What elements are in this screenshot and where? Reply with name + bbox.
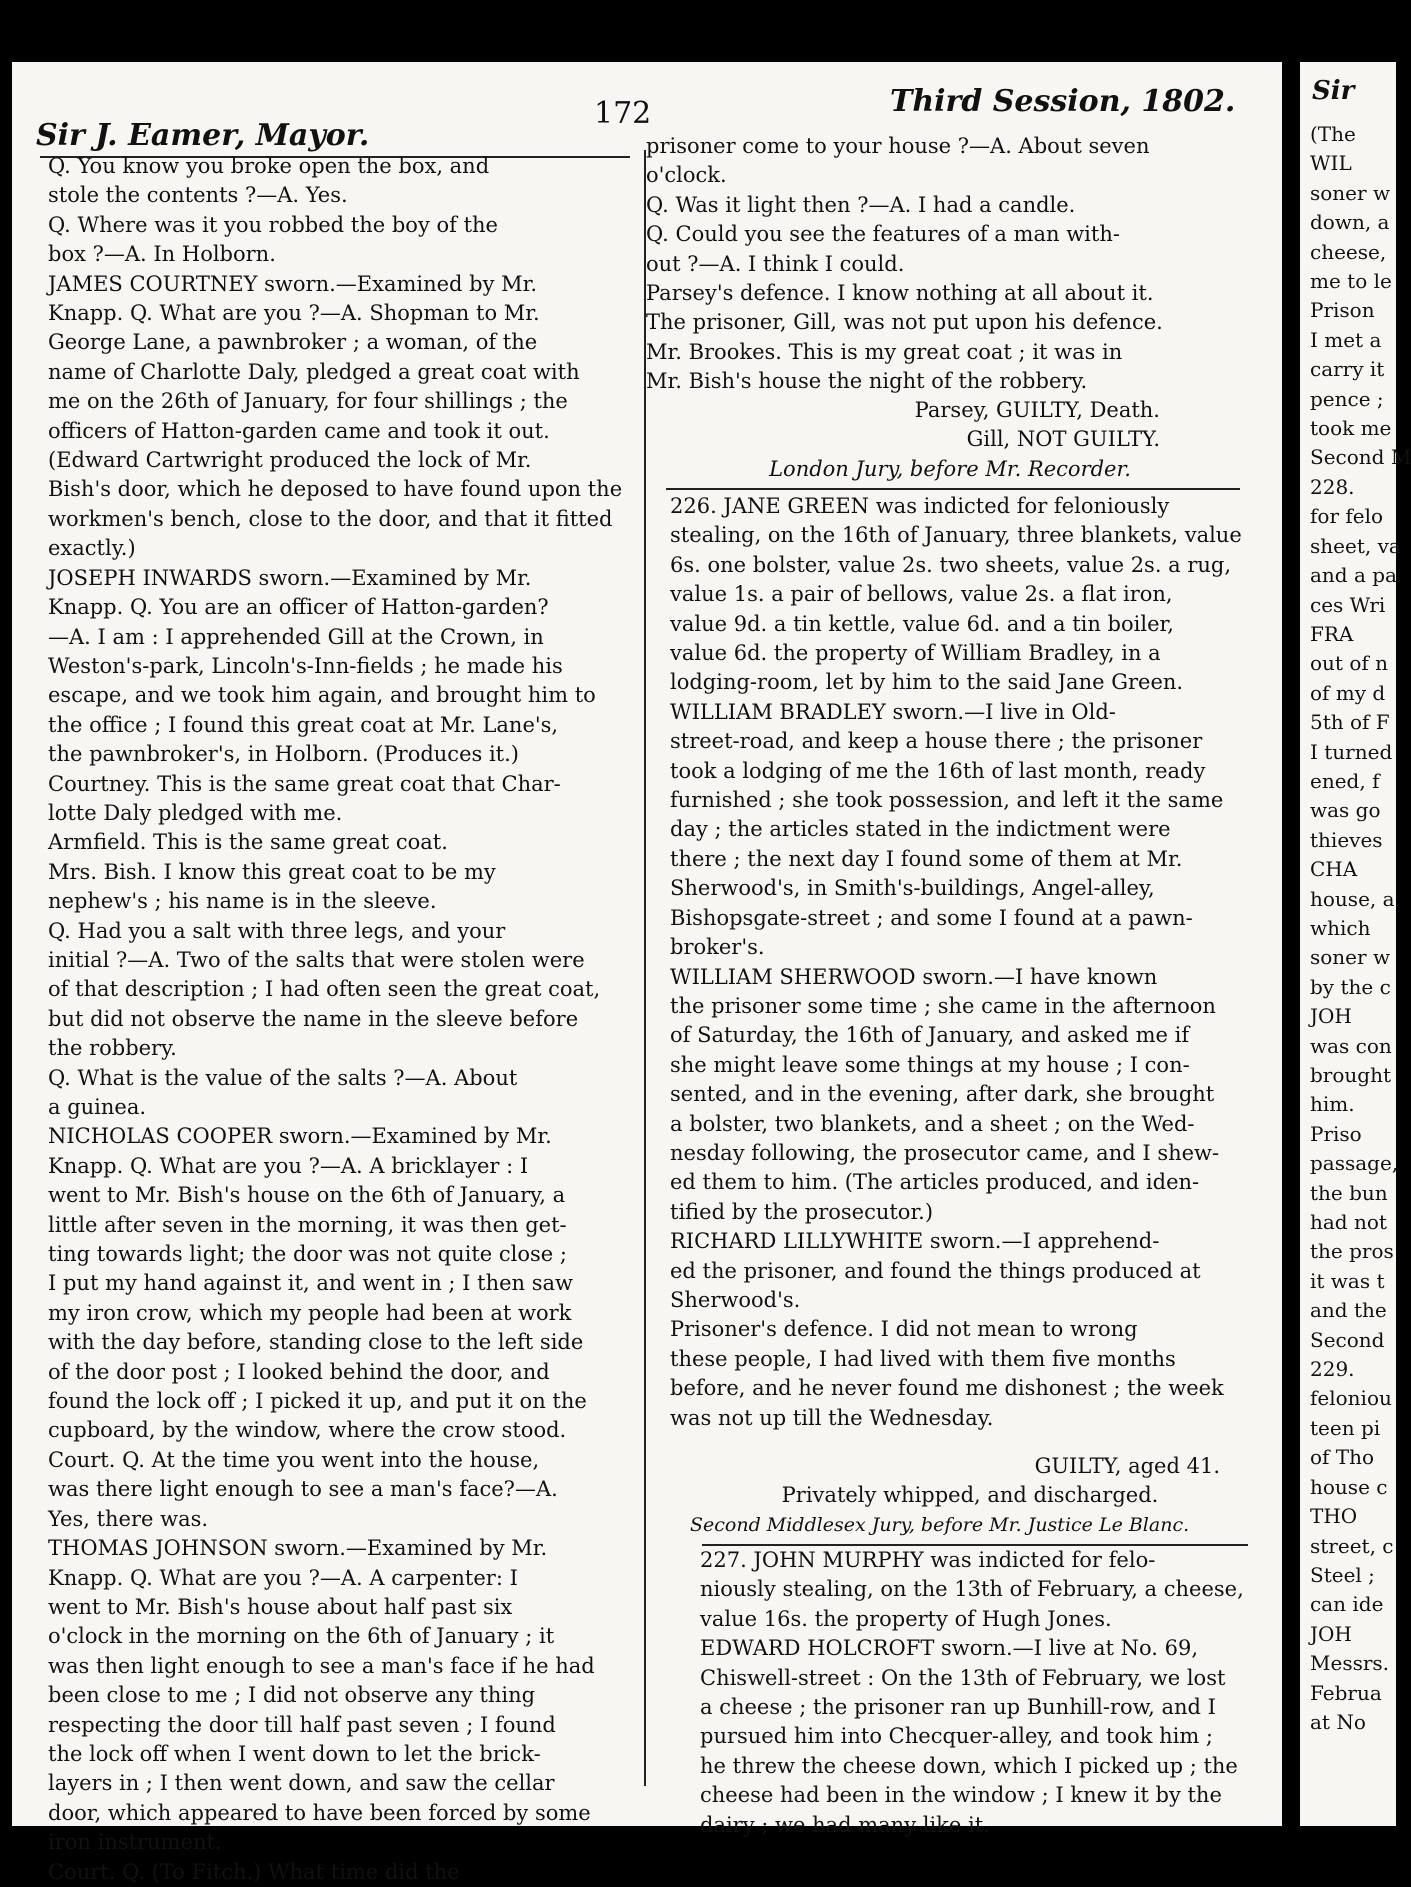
text-line: value 1s. a pair of bellows, value 2s. a flat iron, bbox=[670, 582, 1173, 607]
adjacent-text-line: for felo bbox=[1310, 504, 1384, 529]
text-line: but did not observe the name in the sleeve before bbox=[48, 1006, 579, 1031]
adjacent-text-line: had not bbox=[1310, 1210, 1387, 1235]
text-line: value 16s. the property of Hugh Jones. bbox=[700, 1606, 1112, 1631]
verdict-green: GUILTY, aged 41. bbox=[1034, 1454, 1220, 1478]
adjacent-text-line: 229. bbox=[1310, 1357, 1355, 1382]
text-line: door, which appeared to have been forced by some bbox=[48, 1800, 591, 1825]
adjacent-text-line: the pros bbox=[1310, 1239, 1394, 1264]
adjacent-text-line: Second bbox=[1310, 1327, 1385, 1352]
text-line: I put my hand against it, and went in ; I then saw bbox=[48, 1271, 574, 1296]
text-line: o'clock. bbox=[646, 163, 727, 188]
adjacent-text-line: which bbox=[1310, 915, 1371, 940]
text-line: THOMAS JOHNSON sworn.—Examined by Mr. bbox=[48, 1536, 548, 1561]
text-line: he threw the cheese down, which I picked up ; the bbox=[700, 1753, 1238, 1778]
text-line: (Edward Cartwright produced the lock of Mr. bbox=[48, 448, 532, 473]
adjacent-text-line: I met a bbox=[1310, 327, 1382, 352]
case-227 bbox=[700, 1546, 1250, 1840]
adjacent-text-line: soner w bbox=[1310, 180, 1391, 205]
text-line: escape, and we took him again, and brought him to bbox=[48, 683, 596, 708]
adjacent-text-line: feloniou bbox=[1310, 1386, 1392, 1411]
text-line: Q. Was it light then ?—A. I had a candle. bbox=[646, 192, 1076, 217]
jury-note-1: London Jury, before Mr. Recorder. bbox=[769, 456, 1131, 481]
text-line: Sherwood's. bbox=[670, 1287, 801, 1312]
text-line: Knapp. Q. What are you ?—A. A bricklayer : I bbox=[48, 1153, 529, 1178]
text-line: 226. JANE GREEN was indicted for feloniously bbox=[670, 494, 1170, 518]
text-line: Q. What is the value of the salts ?—A. About bbox=[48, 1065, 518, 1090]
text-line: lotte Daly pledged with me. bbox=[48, 800, 343, 825]
text-line: workmen's bench, close to the door, and that it fitted bbox=[48, 506, 613, 531]
adjacent-text-line: out of n bbox=[1310, 651, 1388, 676]
text-line: of Saturday, the 16th of January, and asked me if bbox=[670, 1023, 1190, 1048]
text-line: before, and he never found me dishonest ; the week bbox=[670, 1376, 1224, 1401]
adjacent-text-line: Prison bbox=[1310, 298, 1375, 323]
adjacent-text-line: Messrs. bbox=[1310, 1651, 1390, 1676]
adjacent-text-line: THO bbox=[1310, 1504, 1358, 1529]
text-line: 227. JOHN MURPHY was indicted for felo- bbox=[700, 1548, 1156, 1572]
adjacent-text-line: Second M bbox=[1310, 445, 1411, 470]
adjacent-text-line: house, a bbox=[1310, 886, 1395, 911]
text-line: Knapp. Q. You are an officer of Hatton-garden? bbox=[48, 595, 549, 620]
text-line: Knapp. Q. What are you ?—A. A carpenter: I bbox=[48, 1565, 518, 1590]
text-line: cheese had been in the window ; I knew it by the bbox=[700, 1783, 1222, 1808]
adjacent-text-line: house c bbox=[1310, 1474, 1388, 1499]
text-line: EDWARD HOLCROFT sworn.—I live at No. 69, bbox=[700, 1636, 1199, 1661]
adjacent-text-line: at No bbox=[1310, 1709, 1366, 1734]
adjacent-text-line: ces Wri bbox=[1310, 592, 1386, 617]
text-line: stole the contents ?—A. Yes. bbox=[48, 183, 348, 208]
verdict-gill: Gill, NOT GUILTY. bbox=[966, 427, 1160, 452]
text-line: iron instrument. bbox=[48, 1830, 222, 1855]
page-number: 172 bbox=[594, 96, 652, 131]
text-line: Chiswell-street : On the 13th of February, we lost bbox=[700, 1665, 1226, 1690]
adjacent-text-line: was con bbox=[1310, 1033, 1392, 1058]
text-line: value 9d. a tin kettle, value 6d. and a tin boiler, bbox=[670, 611, 1174, 636]
text-line: Prisoner's defence. I did not mean to wrong bbox=[670, 1317, 1138, 1342]
text-line: my iron crow, which my people had been at work bbox=[48, 1300, 572, 1325]
text-line: value 6d. the property of William Bradley, in a bbox=[670, 641, 1161, 666]
text-line: of the door post ; I looked behind the door, and bbox=[48, 1359, 550, 1384]
adjacent-text-line: JOH bbox=[1310, 1621, 1352, 1646]
case-226 bbox=[670, 492, 1240, 1433]
adjacent-text-line: brought bbox=[1310, 1063, 1392, 1087]
adjacent-text-line: I turned bbox=[1310, 739, 1393, 764]
adjacent-text-line: soner w bbox=[1310, 945, 1391, 970]
text-line: found the lock off ; I picked it up, and put it on the bbox=[48, 1389, 587, 1414]
adjacent-text-line: him. bbox=[1310, 1092, 1355, 1117]
adjacent-text-line: ened, f bbox=[1310, 768, 1380, 793]
text-line: JOSEPH INWARDS sworn.—Examined by Mr. bbox=[48, 565, 532, 590]
text-line: Court. Q. (To Fitch.) What time did the bbox=[48, 1859, 460, 1884]
text-line: day ; the articles stated in the indictment were bbox=[670, 817, 1171, 842]
text-line: Armfield. This is the same great coat. bbox=[48, 830, 448, 855]
text-line: officers of Hatton-garden came and took it out. bbox=[48, 418, 550, 443]
adjacent-text-line: pence ; bbox=[1310, 386, 1384, 411]
text-line: was there light enough to see a man's face?—A. bbox=[48, 1477, 558, 1502]
text-line: box ?—A. In Holborn. bbox=[48, 242, 276, 267]
text-line: a cheese ; the prisoner ran up Bunhill-row, and I bbox=[700, 1695, 1216, 1720]
text-line: Bishopsgate-street ; and some I found at a pawn- bbox=[670, 905, 1193, 930]
text-line: been close to me ; I did not observe any thing bbox=[48, 1683, 536, 1708]
text-line: o'clock in the morning on the 6th of January ; it bbox=[48, 1624, 555, 1649]
verdict-parsey: Parsey, GUILTY, Death. bbox=[914, 398, 1160, 422]
right-column-top bbox=[646, 132, 1246, 397]
text-line: tified by the prosecutor.) bbox=[670, 1199, 934, 1224]
text-line: the prisoner some time ; she came in the afternoon bbox=[670, 993, 1216, 1018]
text-line: nesday following, the prosecutor came, and I shew- bbox=[670, 1140, 1220, 1165]
adjacent-text-line: 228. bbox=[1310, 474, 1355, 499]
adjacent-page-header: Sir bbox=[1312, 76, 1355, 106]
text-line: these people, I had lived with them five months bbox=[670, 1346, 1176, 1371]
text-line: of that description ; I had often seen the great coat, bbox=[48, 977, 601, 1002]
text-line: Knapp. Q. What are you ?—A. Shopman to Mr. bbox=[48, 301, 540, 326]
text-line: respecting the door till half past seven ; I found bbox=[48, 1712, 556, 1737]
adjacent-text-line: thieves bbox=[1310, 827, 1383, 852]
text-line: ting towards light; the door was not quite close ; bbox=[48, 1242, 567, 1267]
text-line: lodging-room, let by him to the said Jane Green. bbox=[670, 670, 1184, 695]
text-line: Yes, there was. bbox=[48, 1506, 209, 1531]
adjacent-text-line: Priso bbox=[1310, 1121, 1362, 1146]
text-line: George Lane, a pawnbroker ; a woman, of the bbox=[48, 330, 538, 355]
text-line: NICHOLAS COOPER sworn.—Examined by Mr. bbox=[48, 1124, 552, 1149]
text-line: —A. I am : I apprehended Gill at the Crown, in bbox=[48, 624, 544, 649]
text-line: went to Mr. Bish's house on the 6th of January, a bbox=[48, 1183, 566, 1208]
adjacent-text-line: passage, bbox=[1310, 1151, 1399, 1176]
running-head-left: Sir J. Eamer, Mayor. bbox=[36, 118, 370, 153]
adjacent-page-edge bbox=[1300, 62, 1411, 1826]
text-line: ed the prisoner, and found the things produced at bbox=[670, 1258, 1201, 1283]
text-line: layers in ; I then went down, and saw the cellar bbox=[48, 1771, 555, 1796]
text-line: RICHARD LILLYWHITE sworn.—I apprehend- bbox=[670, 1229, 1160, 1254]
adjacent-text-line: the bun bbox=[1310, 1180, 1388, 1205]
adjacent-text-line: 5th of F bbox=[1310, 710, 1390, 735]
text-line: there ; the next day I found some of them at Mr. bbox=[670, 846, 1183, 871]
adjacent-text-line: (The bbox=[1310, 122, 1356, 146]
adjacent-text-line: down, a bbox=[1310, 210, 1390, 235]
jury-note-2: Second Middlesex Jury, before Mr. Justice Le Blanc. bbox=[690, 1513, 1190, 1536]
text-line: went to Mr. Bish's house about half past six bbox=[48, 1594, 513, 1619]
left-column bbox=[48, 152, 636, 1887]
text-line: Mr. Bish's house the night of the robbery. bbox=[646, 369, 1088, 394]
adjacent-text-line: cheese, bbox=[1310, 239, 1387, 264]
case-rule-1 bbox=[666, 488, 1240, 490]
verdict-block-2 bbox=[690, 1452, 1250, 1540]
adjacent-text-line: by the c bbox=[1310, 974, 1391, 999]
adjacent-text-line: and a pa bbox=[1310, 563, 1397, 588]
adjacent-text-line: teen pi bbox=[1310, 1415, 1381, 1440]
text-line: out ?—A. I think I could. bbox=[646, 251, 905, 276]
text-line: initial ?—A. Two of the salts that were stolen were bbox=[48, 947, 585, 972]
text-line: WILLIAM SHERWOOD sworn.—I have known bbox=[670, 964, 1158, 989]
text-line: a bolster, two blankets, and a sheet ; on the Wed- bbox=[670, 1111, 1195, 1136]
text-line: sented, and in the evening, after dark, she brought bbox=[670, 1082, 1215, 1107]
text-line: niously stealing, on the 13th of February, a cheese, bbox=[700, 1577, 1244, 1602]
adjacent-text-line: was go bbox=[1310, 798, 1381, 823]
sentence-green: Privately whipped, and discharged. bbox=[781, 1483, 1159, 1508]
adjacent-text-line: JOH bbox=[1310, 1004, 1352, 1029]
text-line: Sherwood's, in Smith's-buildings, Angel-alley, bbox=[670, 876, 1155, 901]
text-line: Court. Q. At the time you went into the house, bbox=[48, 1447, 540, 1472]
text-line: the pawnbroker's, in Holborn. (Produces it.) bbox=[48, 742, 519, 767]
text-line: furnished ; she took possession, and left it the same bbox=[670, 788, 1224, 813]
text-line: prisoner come to your house ?—A. About seven bbox=[646, 134, 1150, 158]
adjacent-text-line: WIL bbox=[1310, 151, 1352, 176]
adjacent-text-line: me to le bbox=[1310, 269, 1392, 294]
adjacent-text-line: and the bbox=[1310, 1298, 1387, 1323]
adjacent-text-line: CHA bbox=[1310, 857, 1358, 882]
text-line: little after seven in the morning, it was then get- bbox=[48, 1212, 567, 1237]
adjacent-text-line: FRA bbox=[1310, 621, 1354, 646]
adjacent-page-text bbox=[1310, 120, 1411, 1737]
text-line: stealing, on the 16th of January, three blankets, value bbox=[670, 523, 1242, 548]
text-line: Parsey's defence. I know nothing at all about it. bbox=[646, 281, 1154, 306]
text-line: nephew's ; his name is in the sleeve. bbox=[48, 889, 437, 914]
text-line: Weston's-park, Lincoln's-Inn-fields ; he made his bbox=[48, 653, 563, 678]
adjacent-text-line: it was t bbox=[1310, 1268, 1385, 1293]
text-line: exactly.) bbox=[48, 536, 136, 561]
text-line: The prisoner, Gill, was not put upon his defence. bbox=[646, 310, 1163, 335]
text-line: Mr. Brookes. This is my great coat ; it was in bbox=[646, 339, 1123, 364]
text-line: was not up till the Wednesday. bbox=[670, 1405, 994, 1430]
adjacent-text-line: of Tho bbox=[1310, 1445, 1375, 1470]
adjacent-text-line: took me bbox=[1310, 416, 1392, 441]
text-line: broker's. bbox=[670, 935, 765, 960]
text-line: Q. Could you see the features of a man with- bbox=[646, 222, 1120, 247]
text-line: the lock off when I went down to let the brick- bbox=[48, 1741, 541, 1766]
text-line: pursued him into Checquer-alley, and took him ; bbox=[700, 1724, 1213, 1749]
adjacent-text-line: Steel ; bbox=[1310, 1562, 1375, 1587]
text-line: Q. Where was it you robbed the boy of the bbox=[48, 212, 498, 237]
text-line: Q. Had you a salt with three legs, and your bbox=[48, 918, 506, 943]
running-head-right: Third Session, 1802. bbox=[890, 84, 1236, 119]
text-line: Courtney. This is the same great coat that Char- bbox=[48, 771, 561, 796]
text-line: took a lodging of me the 16th of last month, ready bbox=[670, 758, 1206, 783]
text-line: me on the 26th of January, for four shillings ; the bbox=[48, 389, 568, 414]
adjacent-text-line: street, c bbox=[1310, 1533, 1394, 1558]
adjacent-text-line: sheet, va bbox=[1310, 533, 1401, 558]
text-line: street-road, and keep a house there ; the prisoner bbox=[670, 729, 1203, 754]
adjacent-text-line: Februa bbox=[1310, 1680, 1382, 1705]
text-line: the robbery. bbox=[48, 1036, 177, 1061]
text-line: the office ; I found this great coat at Mr. Lane's, bbox=[48, 712, 559, 737]
text-line: Q. You know you broke open the box, and bbox=[48, 154, 490, 178]
text-line: WILLIAM BRADLEY sworn.—I live in Old- bbox=[670, 699, 1116, 724]
text-line: was then light enough to see a man's face if he had bbox=[48, 1653, 595, 1678]
text-line: a guinea. bbox=[48, 1095, 147, 1119]
adjacent-text-line: of my d bbox=[1310, 680, 1386, 705]
adjacent-text-line: carry it bbox=[1310, 357, 1385, 382]
text-line: cupboard, by the window, where the crow stood. bbox=[48, 1418, 567, 1443]
verdict-block-1 bbox=[660, 396, 1240, 484]
text-line: ed them to him. (The articles produced, and iden- bbox=[670, 1170, 1200, 1195]
text-line: name of Charlotte Daly, pledged a great coat with bbox=[48, 359, 580, 384]
adjacent-text-line: can ide bbox=[1310, 1592, 1384, 1617]
text-line: 6s. one bolster, value 2s. two sheets, value 2s. a rug, bbox=[670, 552, 1232, 577]
text-line: Mrs. Bish. I know this great coat to be my bbox=[48, 859, 496, 884]
text-line: dairy ; we had many like it. bbox=[700, 1812, 990, 1837]
text-line: she might leave some things at my house ; I con- bbox=[670, 1052, 1190, 1077]
text-line: Bish's door, which he deposed to have found upon the bbox=[48, 477, 623, 502]
text-line: JAMES COURTNEY sworn.—Examined by Mr. bbox=[48, 271, 538, 296]
text-line: with the day before, standing close to the left side bbox=[48, 1330, 584, 1355]
